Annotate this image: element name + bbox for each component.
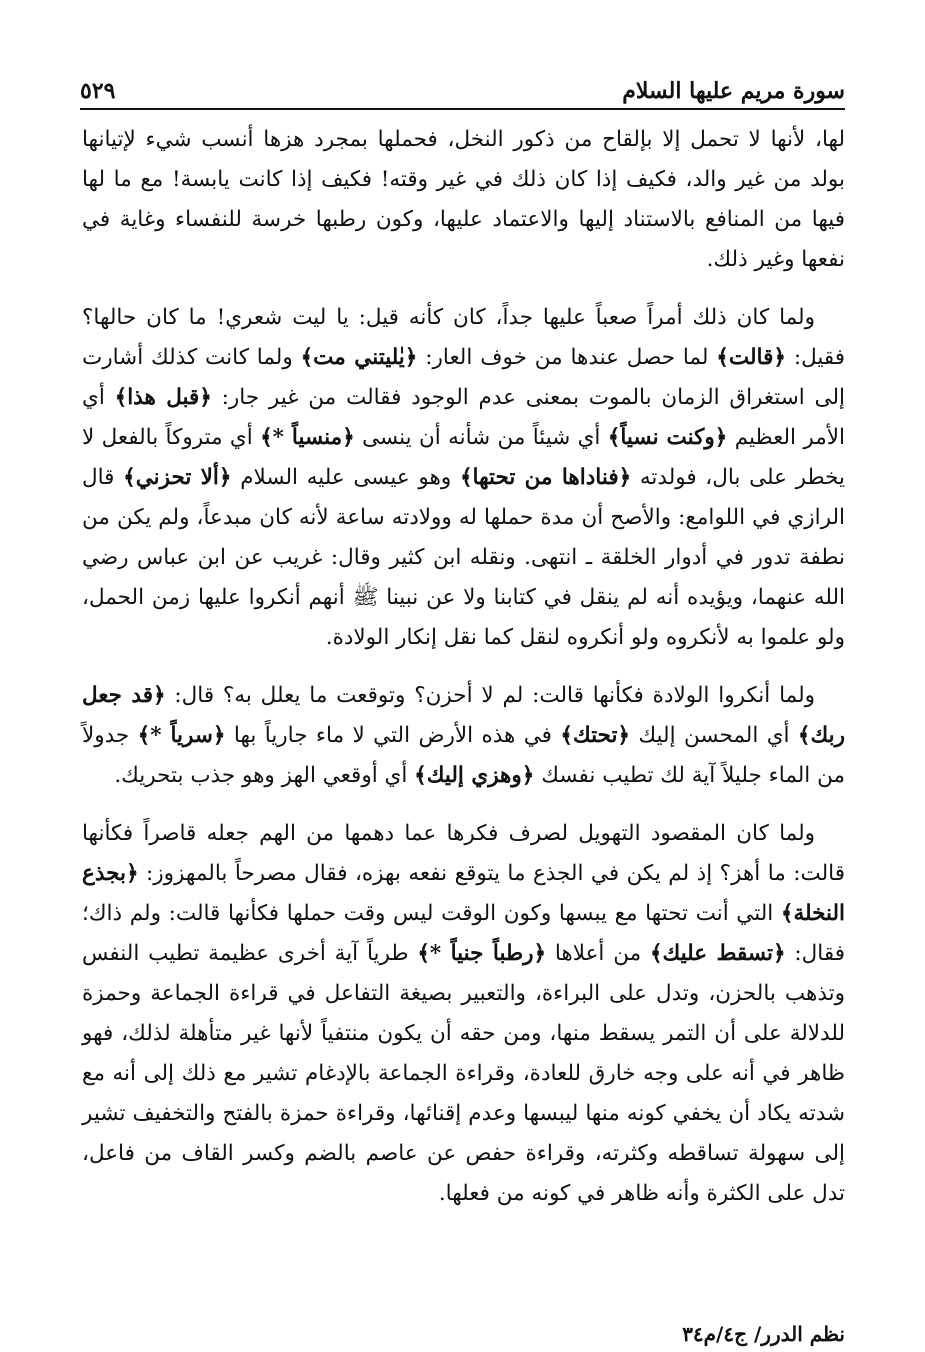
- paragraph-text: في هذه الأرض التي لا ماء جارياً بها: [225, 723, 561, 748]
- quran-quote: ﴿قبل هذا﴾: [114, 385, 212, 410]
- running-header: [80, 70, 845, 104]
- page-number: ٥٢٩: [80, 78, 116, 104]
- paragraph-text: طرياً آية أخرى عظيمة تطيب النفس وتذهب بالحزن، وتدل على البراءة، والتعبير بصيغة التفاعل في قراءة الجماعة وحمزة للدلالة على أن التمر يسقط منها، ومن حقه أن يكون منتفياً لأنها غير متأهلة لذلك، فهو ظاهر في أنه على وجه خارق للعادة، وقراءة الجماعة بالإدغام تشير مع ذلك إلى أنه مع شدته يكاد أن يخفي كونه منها ليبسها وعدم إقنائها، وقراءة حمزة بالفتح والتخفيف تشير إلى سهولة تساقطه وكثرته، وقراءة حفص عن عاصم بالضم وكسر القاف من فاعل، تدل على الكثرة وأنه ظاهر في كونه من فعلها.: [82, 941, 845, 1206]
- body-text: [82, 120, 845, 1232]
- paragraph-text: ولما كان المقصود التهويل لصرف فكرها عما دهمها من الهم جعله قاصراً فكأنها قالت: ما أهز؟ إذ لم يكن في الجذع ما يتوقع نفعه بهزه، فقال مصرحاً بالمهزوز:: [82, 821, 845, 886]
- paragraph-text: ولما كانت كذلك أشارت إلى استغراق الزمان بالموت بمعنى عدم الوجود فقالت من غير جار:: [82, 345, 845, 410]
- paragraph-text: جدولاً من الماء جليلاً آية لك تطيب نفسك: [82, 723, 845, 788]
- paragraph-text: أي متروكاً بالفعل لا يخطر على بال، فولدته: [82, 425, 845, 490]
- paragraph-text: لما حصل عندها من خوف العار:: [417, 345, 717, 370]
- quran-quote: ﴿منسياً *﴾: [260, 425, 355, 450]
- paragraph-text: أي المحسن إليك: [630, 723, 798, 748]
- paragraph: [82, 676, 845, 796]
- paragraph-text: ولما كان ذلك أمراً صعباً عليها جداً، كان كأنه قيل: يا ليت شعري! ما كان حالها؟ فقيل:: [82, 305, 845, 370]
- paragraph-text: ولما أنكروا الولادة فكأنها قالت: لم لا أحزن؟ وتوقعت ما يعلل به؟ قال:: [165, 683, 816, 708]
- quran-quote: ﴿ألا تحزني﴾: [123, 465, 232, 490]
- quran-quote: ﴿وهزي إليك﴾: [414, 763, 535, 788]
- paragraph-text: أي شيئاً من شأنه أن ينسى: [354, 425, 608, 450]
- footer-reference: نظم الدرر/ ج٤/م٣٤: [682, 1322, 845, 1346]
- paragraph-text: لها، لأنها لا تحمل إلا بإلقاح من ذكور النخل، فحملها بمجرد هزها أنسب شيء لإتيانها بولد من غير والد، فكيف إذا كان ذلك في غير وقته! فكيف إذا كانت يابسة! مع ما لها فيها من المنافع بالاستناد إليها والاعتماد عليها، وكون رطبها خرسة للنفساء وغاية في نفعها وغير ذلك.: [82, 127, 845, 272]
- paragraph-text: من أعلاها: [546, 941, 650, 966]
- paragraph: [82, 120, 845, 280]
- quran-quote: ﴿رطباً جنياً *﴾: [417, 941, 547, 966]
- paragraph-text: قال الرازي في اللوامع: والأصح أن مدة حملها له وولادته ساعة لأنه كان مبدعاً، ولم يكن من نطفة تدور في أدوار الخلقة ـ انتهى. ونقله ابن كثير وقال: غريب عن ابن عباس رضي الله عنهما، ويؤيده أنه لم ينقل في كتابنا ولا عن نبينا ﷺ أنهم أنكروا عليها زمن الحمل، ولو علموا به لأنكروه ولو أنكروه لنقل كما نقل إنكار الولادة.: [82, 465, 845, 650]
- quran-quote: ﴿يٰليتني مت﴾: [300, 345, 418, 370]
- quran-quote: ﴿تحتك﴾: [560, 723, 631, 748]
- header-rule: [80, 108, 845, 110]
- quran-quote: ﴿وكنت نسياً﴾: [607, 425, 728, 450]
- header-title: سورة مريم عليها السلام: [622, 78, 845, 104]
- paragraph-text: التي أنت تحتها مع يبسها وكون الوقت ليس وقت حملها فكأنها قالت: ولم ذاك؛ فقال:: [82, 901, 846, 966]
- paragraph: [82, 814, 845, 1214]
- quran-quote: ﴿تسقط عليك﴾: [649, 941, 786, 966]
- quran-quote: ﴿سرياً *﴾: [137, 723, 226, 748]
- paragraph-text: أي أوقعي الهز وهو جذب بتحريك.: [114, 763, 415, 788]
- paragraph-text: أي الأمر العظيم: [82, 385, 845, 450]
- paragraph: [82, 298, 845, 658]
- quran-quote: ﴿بجذع النخلة﴾: [82, 861, 845, 926]
- quran-quote: ﴿قد جعل ربك﴾: [82, 683, 846, 748]
- quran-quote: ﴿قالت﴾: [716, 345, 786, 370]
- quran-quote: ﴿فناداها من تحتها﴾: [459, 465, 632, 490]
- paragraph-text: وهو عيسى عليه السلام: [231, 465, 460, 490]
